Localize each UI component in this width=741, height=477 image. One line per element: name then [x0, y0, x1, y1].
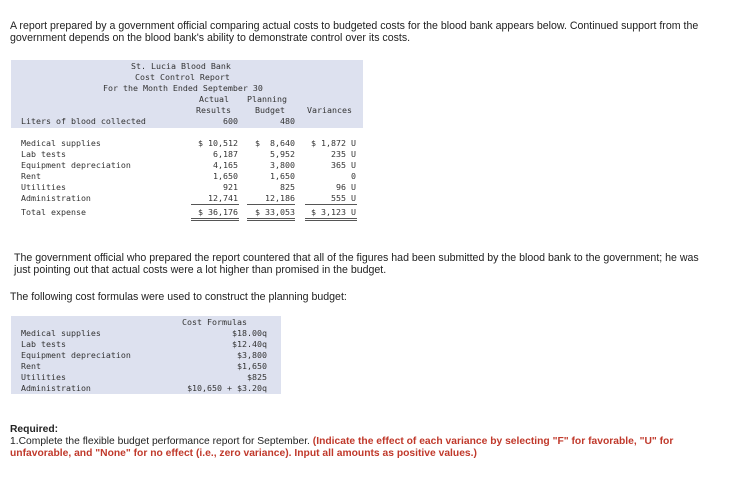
- row-label: Lab tests: [21, 149, 66, 159]
- formula-value: $18.00q: [232, 328, 267, 338]
- liters-actual: 600: [223, 116, 238, 126]
- col-planning-line2: Budget: [255, 105, 285, 115]
- row-actual: 1,650: [213, 171, 238, 181]
- liters-budget: 480: [280, 116, 295, 126]
- formula-row: [11, 372, 281, 383]
- formulas-header: Cost Formulas: [182, 317, 247, 327]
- col-variances: Variances: [307, 105, 352, 115]
- row-label: Medical supplies: [21, 138, 101, 148]
- intro-paragraph: A report prepared by a government official comparing actual costs to budgeted costs for the blood bank appears below. Continued support from the government depends on the blood bank's ability to demonstrate control over its costs.: [10, 20, 699, 44]
- formula-row: [11, 361, 281, 372]
- total-budget: $ 33,053: [255, 207, 295, 217]
- total-variance: $ 3,123 U: [311, 207, 356, 217]
- report-title: St. Lucia Blood Bank: [131, 61, 231, 71]
- report-row: [11, 193, 363, 204]
- cost-control-report: [11, 60, 363, 224]
- report-row: [11, 149, 363, 160]
- formula-value: $825: [247, 372, 267, 382]
- report-row: [11, 171, 363, 182]
- row-actual: $ 10,512: [198, 138, 238, 148]
- formula-value: $3,800: [237, 350, 267, 360]
- required-instruction: (Indicate the effect of each variance by selecting "F" for favorable, "U" for unfavorable, and "None" for no effect (i.e., zero variance). Input all amounts as positive values.): [10, 436, 674, 459]
- row-variance: 365 U: [331, 160, 356, 170]
- subtotal-rule-actual: [191, 204, 239, 205]
- formula-label: Medical supplies: [21, 328, 101, 338]
- row-actual: 921: [223, 182, 238, 192]
- report-row: [11, 138, 363, 149]
- total-row: [11, 207, 363, 218]
- subtotal-rule-budget: [247, 204, 295, 205]
- row-budget: 12,186: [265, 193, 295, 203]
- row-budget: 5,952: [270, 149, 295, 159]
- total-double-rule-variance: [305, 220, 357, 221]
- formula-label: Utilities: [21, 372, 66, 382]
- report-row: [11, 182, 363, 193]
- row-actual: 6,187: [213, 149, 238, 159]
- total-actual: $ 36,176: [198, 207, 238, 217]
- total-rule-budget: [247, 218, 295, 219]
- row-variance: 555 U: [331, 193, 356, 203]
- row-variance: $ 1,872 U: [311, 138, 356, 148]
- total-rule-variance: [305, 218, 357, 219]
- row-variance: 235 U: [331, 149, 356, 159]
- row-budget: 3,800: [270, 160, 295, 170]
- total-double-rule-budget: [247, 220, 295, 221]
- formula-label: Rent: [21, 361, 41, 371]
- total-rule-actual: [191, 218, 239, 219]
- row-label: Equipment depreciation: [21, 160, 131, 170]
- formula-intro: The following cost formulas were used to construct the planning budget:: [10, 291, 347, 303]
- row-budget: $ 8,640: [255, 138, 295, 148]
- report-period: For the Month Ended September 30: [103, 83, 263, 93]
- row-variance: 0: [351, 171, 356, 181]
- row-variance: 96 U: [336, 182, 356, 192]
- col-actual-line1: Actual: [199, 94, 229, 104]
- required-heading: Required:: [10, 424, 59, 435]
- required-text: 1.Complete the flexible budget performance report for September.: [10, 436, 310, 447]
- row-label: Rent: [21, 171, 41, 181]
- row-actual: 12,741: [208, 193, 238, 203]
- formula-label: Administration: [21, 383, 91, 393]
- row-budget: 1,650: [270, 171, 295, 181]
- col-planning-line1: Planning: [247, 94, 287, 104]
- required-section: [10, 424, 730, 460]
- middle-paragraph: The government official who prepared the report countered that all of the figures had been submitted by the blood bank to the government; he was just pointing out that actual costs were a lot higher than promised in the budget.: [14, 252, 699, 276]
- total-label: Total expense: [21, 207, 86, 217]
- col-actual-line2: Results: [196, 105, 231, 115]
- row-label: Utilities: [21, 182, 66, 192]
- liters-label: Liters of blood collected: [21, 116, 146, 126]
- liters-row: [11, 116, 363, 127]
- formula-row: [11, 383, 281, 394]
- formula-row: [11, 350, 281, 361]
- formula-row: [11, 328, 281, 339]
- report-subtitle: Cost Control Report: [135, 72, 230, 82]
- cost-formulas-table: [11, 316, 281, 394]
- row-actual: 4,165: [213, 160, 238, 170]
- formula-label: Lab tests: [21, 339, 66, 349]
- subtotal-rule-variance: [305, 204, 357, 205]
- formula-value: $1,650: [237, 361, 267, 371]
- formula-row: [11, 339, 281, 350]
- formula-value: $12.40q: [232, 339, 267, 349]
- formula-label: Equipment depreciation: [21, 350, 131, 360]
- row-budget: 825: [280, 182, 295, 192]
- report-row: [11, 160, 363, 171]
- row-label: Administration: [21, 193, 91, 203]
- formula-value: $10,650 + $3.20q: [187, 383, 267, 393]
- total-double-rule-actual: [191, 220, 239, 221]
